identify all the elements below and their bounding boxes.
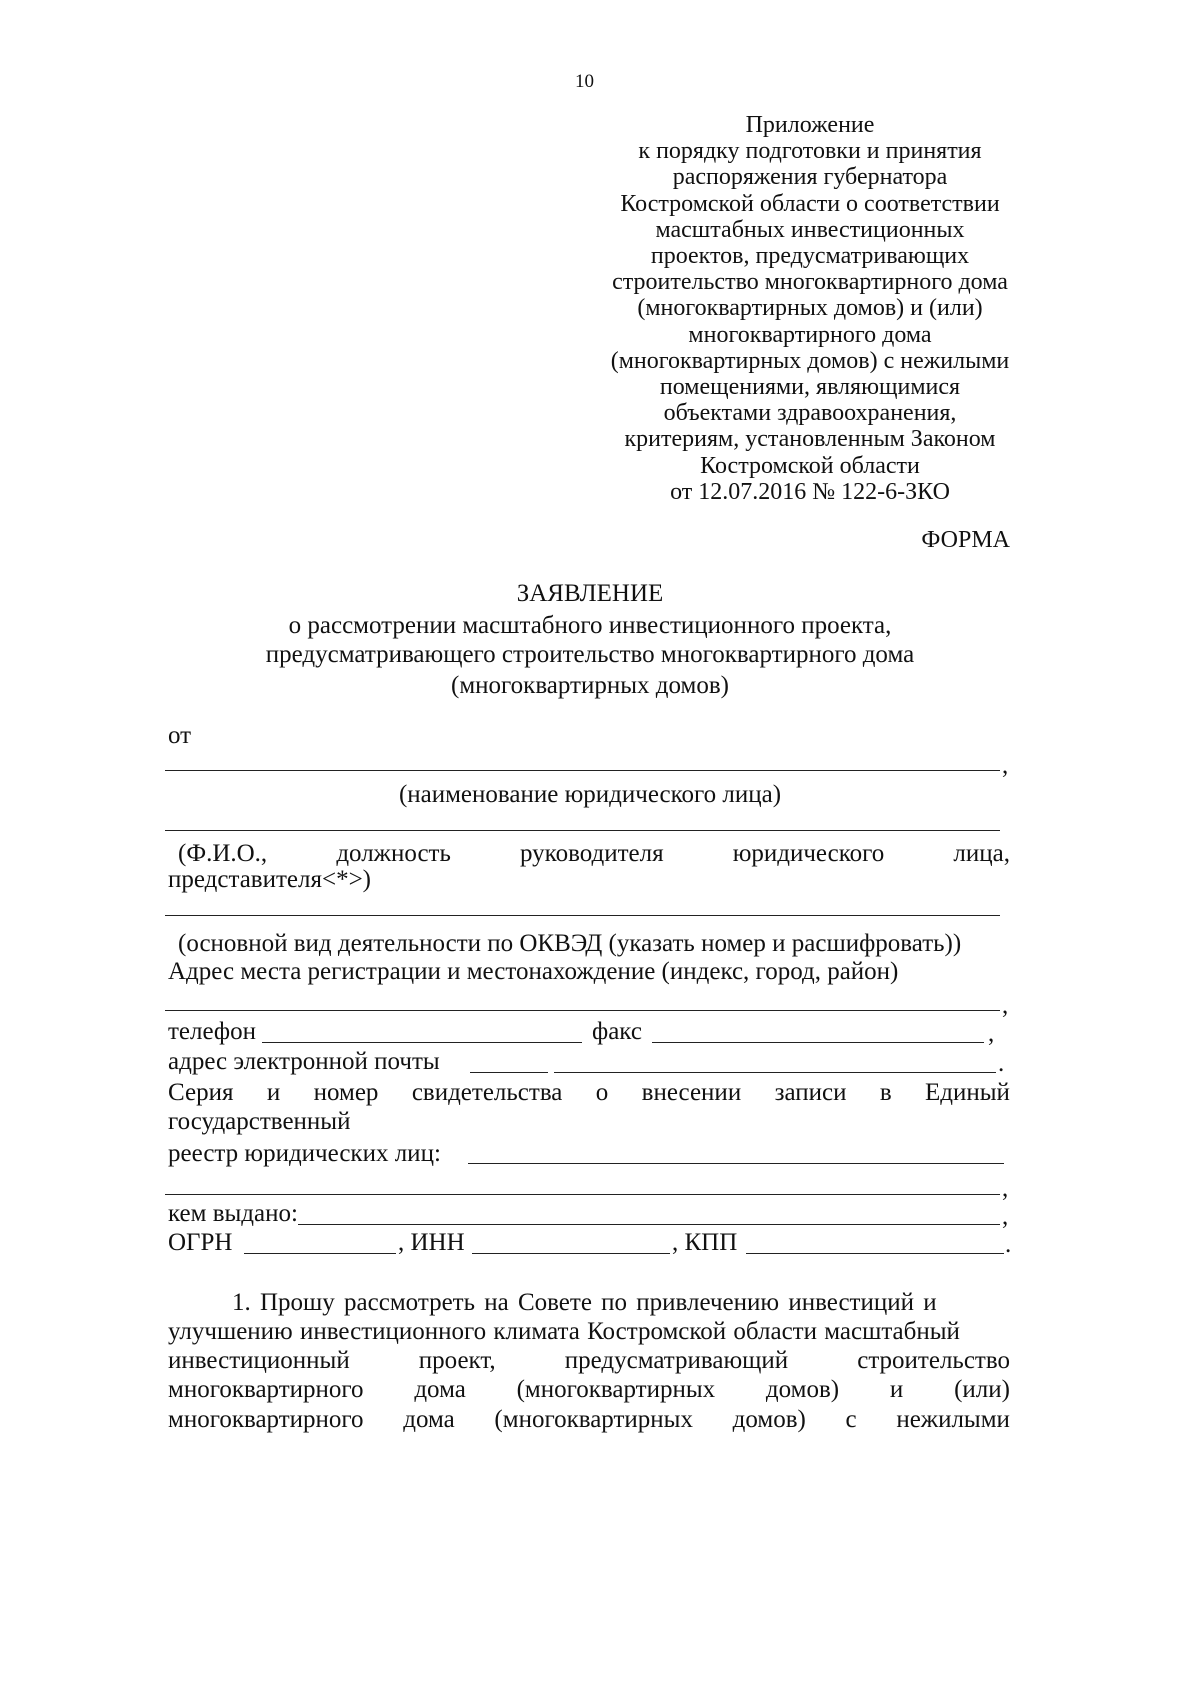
phone-label: телефон: [168, 1018, 256, 1045]
paragraph-word: домов): [732, 1406, 806, 1433]
issued-by-label: кем выдано:: [168, 1200, 298, 1227]
phone-field[interactable]: [262, 1042, 582, 1043]
comma: ,: [1002, 752, 1009, 779]
paragraph-line: [168, 1347, 1010, 1375]
email-label: адрес электронной почты: [168, 1048, 440, 1075]
cert-word: номер: [313, 1079, 379, 1106]
paragraph-word: многоквартирного: [168, 1406, 364, 1433]
subtitle-line: предусматривающего строительство многоквартирного дома: [265, 641, 915, 668]
cert-word: в: [879, 1079, 892, 1106]
head-name-field[interactable]: [165, 830, 1000, 831]
cert-word: о: [595, 1079, 609, 1106]
inn-label: , ИНН: [398, 1229, 465, 1256]
cert-line2: государственный: [168, 1108, 351, 1135]
page-number: 10: [575, 71, 594, 92]
hint-word: должность: [336, 840, 451, 867]
comma: ,: [1002, 1203, 1009, 1230]
paragraph-word: дома: [403, 1406, 455, 1433]
appendix-line: масштабных инвестиционных: [655, 216, 965, 243]
cert-line: [168, 1079, 1010, 1107]
period: .: [1005, 1231, 1012, 1258]
cert-word: внесении: [641, 1079, 742, 1106]
comma: ,: [1002, 1175, 1009, 1202]
cert-word: Единый: [925, 1079, 1010, 1106]
form-label: ФОРМА: [921, 527, 1010, 553]
appendix-line: к порядку подготовки и принятия: [638, 138, 982, 165]
registry-label: реестр юридических лиц:: [168, 1140, 441, 1167]
cert-word: и: [266, 1079, 281, 1106]
paragraph-line: [168, 1406, 1010, 1434]
cert-word: записи: [774, 1079, 847, 1106]
paragraph-word: (многоквартирных: [516, 1376, 716, 1403]
hint-word: руководителя: [520, 840, 664, 867]
comma: ,: [1002, 992, 1009, 1019]
fax-label: факс: [592, 1018, 642, 1045]
kpp-label: , КПП: [672, 1229, 738, 1256]
from-label: от: [168, 722, 192, 749]
appendix-line: от 12.07.2016 № 122-6-ЗКО: [670, 478, 950, 505]
kpp-field[interactable]: [746, 1253, 1004, 1254]
paragraph-word: (или): [954, 1376, 1010, 1403]
cert-word: свидетельства: [411, 1079, 563, 1106]
address-field[interactable]: [165, 1010, 1000, 1011]
appendix-line: распоряжения губернатора: [672, 164, 948, 191]
appendix-line: (многоквартирных домов) и (или): [637, 295, 983, 322]
paragraph-text: 1. Прошу рассмотреть на Совете по привлечению инвестиций и: [232, 1289, 937, 1316]
paragraph-word: домов): [765, 1376, 840, 1403]
registry-field-cont[interactable]: [165, 1194, 1000, 1195]
head-hint: [178, 840, 1010, 868]
subtitle-line: (многоквартирных домов): [451, 672, 729, 699]
okved-hint: (основной вид деятельности по ОКВЭД (указать номер и расшифровать)): [178, 930, 962, 957]
address-label: Адрес места регистрации и местонахождение (индекс, город, район): [168, 958, 899, 985]
hint-word: (Ф.И.О.,: [178, 840, 268, 867]
cert-word: Серия: [168, 1079, 234, 1106]
subtitle-line: о рассмотрении масштабного инвестиционного проекта,: [288, 612, 892, 639]
okved-field[interactable]: [165, 915, 1000, 916]
paragraph-word: строительство: [857, 1347, 1010, 1374]
appendix-line: объектами здравоохранения,: [663, 400, 957, 427]
appendix-line: Приложение: [745, 112, 875, 138]
inn-field[interactable]: [472, 1253, 670, 1254]
email-field-part1[interactable]: [470, 1072, 548, 1073]
ogrn-field[interactable]: [244, 1253, 396, 1254]
paragraph-word: инвестиционный: [168, 1347, 350, 1374]
appendix-block: [610, 112, 1010, 505]
paragraph-word: (многоквартирных: [494, 1406, 693, 1433]
email-field-part2[interactable]: [554, 1072, 996, 1073]
document-title: ЗАЯВЛЕНИЕ: [516, 580, 664, 607]
fax-field[interactable]: [652, 1042, 984, 1043]
paragraph-word: предусматривающий: [564, 1347, 789, 1374]
period: .: [998, 1050, 1005, 1077]
hint-word: юридического: [732, 840, 885, 867]
registry-field[interactable]: [468, 1163, 1004, 1164]
appendix-line: Костромской области: [700, 452, 920, 479]
appendix-line: многоквартирного дома: [688, 321, 932, 348]
legal-name-hint: (наименование юридического лица): [398, 781, 782, 808]
appendix-line: Костромской области о соответствии: [620, 190, 1000, 217]
head-hint-line2: представителя<*>): [168, 866, 371, 893]
paragraph-word: нежилыми: [896, 1406, 1010, 1433]
appendix-line: строительство многоквартирного дома: [612, 269, 1008, 296]
ogrn-label: ОГРН: [168, 1229, 233, 1256]
paragraph-word: с: [845, 1406, 857, 1433]
comma: ,: [988, 1020, 995, 1047]
appendix-line: критериям, установленным Законом: [624, 426, 996, 453]
paragraph-word: и: [889, 1376, 904, 1403]
issued-by-field[interactable]: [298, 1224, 1000, 1225]
paragraph-word: проект,: [418, 1347, 496, 1374]
appendix-line: (многоквартирных домов) с нежилыми: [610, 347, 1010, 374]
paragraph-word: дома: [414, 1376, 466, 1403]
hint-word: лица,: [953, 840, 1010, 867]
appendix-line: помещениями, являющимися: [659, 374, 961, 401]
paragraph-line: [168, 1318, 1010, 1346]
appendix-line: проектов, предусматривающих: [650, 243, 970, 270]
paragraph-line: [168, 1376, 1010, 1404]
paragraph-text: улучшению инвестиционного климата Костромской области масштабный: [168, 1318, 960, 1345]
legal-name-field[interactable]: [165, 770, 1000, 771]
paragraph-line: [232, 1289, 1010, 1317]
paragraph-word: многоквартирного: [168, 1376, 364, 1403]
